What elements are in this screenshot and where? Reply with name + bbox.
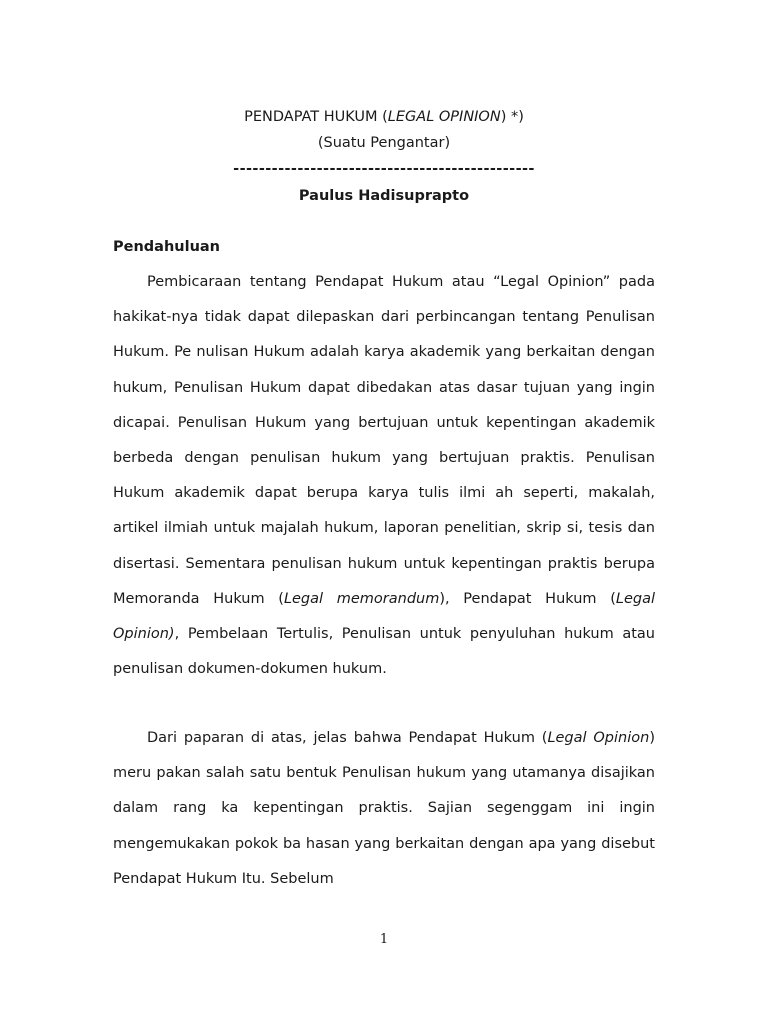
body-paragraph-1: [113, 265, 655, 687]
title-suffix: ) *): [500, 109, 524, 125]
para1-italic-a: Legal memorandum: [283, 590, 440, 607]
section-heading: Pendahuluan: [113, 239, 220, 255]
title-prefix: PENDAPAT HUKUM (: [244, 109, 388, 125]
para1-italic-b: Legal Opinion): [113, 590, 655, 643]
para2-italic-a: Legal Opinion: [547, 730, 650, 746]
para1-text-a: Pembicaraan tentang Pendapat Hukum atau “Legal Opinion” pada hakikat-nya tidak dapat dilepaskan dari perbincangan tentang Penulisan Hukum. Pe nulisan Hukum adalah karya akademik yang berkaitan dengan hukum, Penulisan Hukum dapat dibedakan atas dasar tujuan yang ingin dicapai. Penulisan Hukum yang bertujuan untuk kepentingan akademik berbeda dengan penulisan hukum yang bertujuan praktis. Penulisan Hukum akademik dapat berupa karya tulis ilmi ah seperti, makalah, artikel ilmiah untuk majalah hukum, laporan penelitian, skrip si, tesis dan disertasi. Sementara penulisan hukum untuk kepentingan praktis berupa Memoranda Hukum (: [113, 274, 655, 607]
title-divider: -----------------------------------------------: [233, 161, 535, 177]
title-italic: LEGAL OPINION: [387, 109, 501, 125]
page-number: 1: [379, 932, 389, 947]
para2-text-a: Dari paparan di atas, jelas bahwa Pendapat Hukum (: [147, 730, 548, 746]
document-title: [0, 107, 768, 127]
para1-text-b: ), Pendapat Hukum (: [439, 590, 616, 607]
author-name: Paulus Hadisuprapto: [298, 188, 470, 204]
para2-text-b: ) meru pakan salah satu bentuk Penulisan hukum yang utamanya disajikan dalam rang ka kepentingan praktis. Sajian segenggam ini ingin mengemukakan pokok ba hasan yang berkaitan dengan apa yang disebut Pendapat Hukum Itu. Sebelum: [113, 730, 655, 887]
para1-text-c: , Pembelaan Tertulis, Penulisan untuk penyuluhan hukum atau penulisan dokumen-dokumen hukum.: [113, 626, 655, 678]
body-paragraph-2: [113, 721, 655, 897]
document-subtitle: (Suatu Pengantar): [317, 135, 451, 151]
